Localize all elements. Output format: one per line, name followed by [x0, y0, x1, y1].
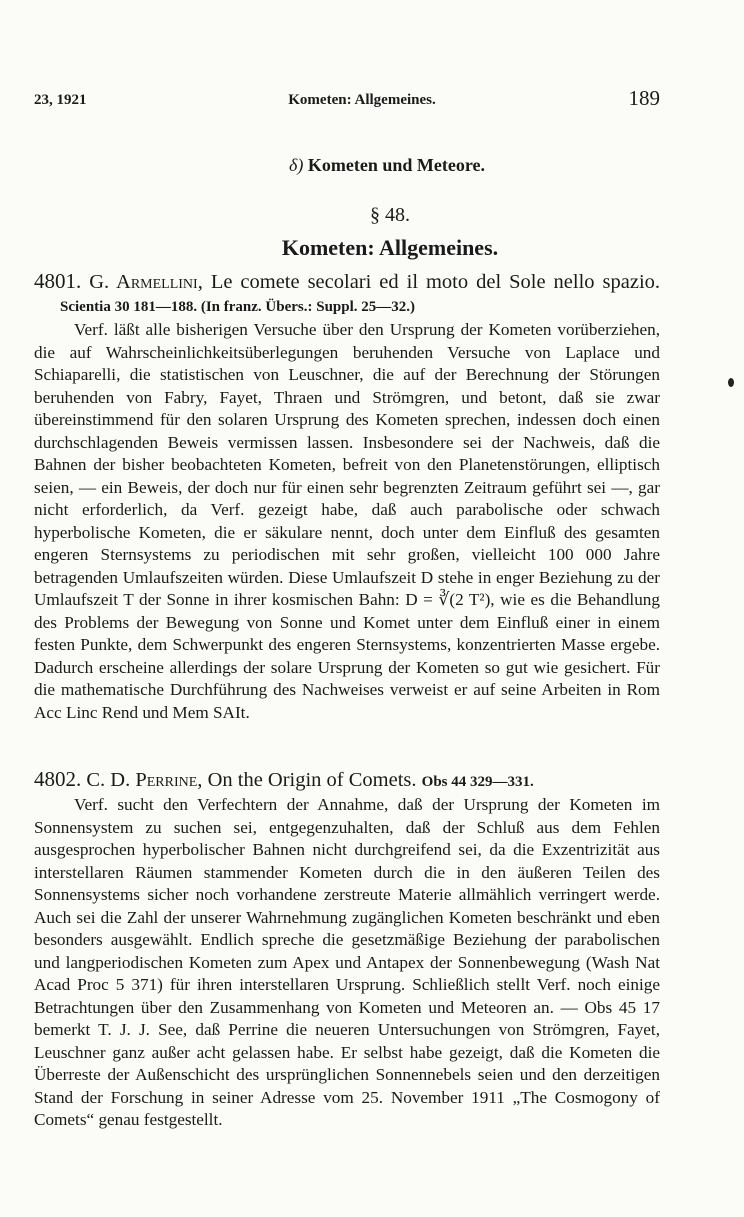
section-title: Kometen und Meteore. — [307, 155, 485, 175]
running-header — [34, 86, 660, 116]
entry-author: C. D. Perrine, — [86, 769, 203, 791]
entry-abstract: Verf. läßt alle bisherigen Versuche über den Ursprung der Kometen vorüberziehen, die auf Wahrscheinlichkeitsüberlegungen beruhenden Versuche von Laplace und Schiaparelli, die statistischen von Leuschner, die auf der Berechnung der Störungen beruhenden von Fabry, Fayet, Thraen und Strömgren, und betont, daß sie zwar übereinstimmend für den solaren Ursprung des Kometen sprechen, indessen doch einen durchschlagenden Beweis vermissen lassen. Insbesondere sei der Nachweis, daß die Bahnen der bisher beobachteten Kometen, befreit von den Planetenstörungen, elliptisch seien, — ein Beweis, der doch nur für einen sehr begrenzten Zeitraum geführt sei —, gar nicht erforderlich, da Verf. gezeigt habe, daß auch parabolische oder schwach hyperbolische Kometen, die er säkulare nennt, doch unter dem Einfluß des gesamten engeren Sternsystems zu periodischen mit sehr großen, vielleicht 100 000 Jahre betragenden Umlaufszeiten würden. Diese Umlaufszeit D stehe in enger Beziehung zu der Umlaufszeit T der Sonne in ihrer kosmischen Bahn: D = ∛(2 T²), wie es die Behandlung des Problems der Bewegung von Sonne und Komet unter dem Einfluß einer in einem festen Punkte, dem Schwerpunkt des engeren Sternsystems, konzentrierten Masse ergebe. Dadurch erscheine allerdings der solare Ursprung der Kometen so gut wie gesichert. Für die mathematische Durchführung des Nachweises verweist er auf seine Arbeiten in Rom Acc Linc Rend und Mem SAIt. — [34, 320, 660, 722]
margin-mark — [728, 378, 734, 387]
entry-source: Scientia 30 181—188. (In franz. Übers.: Suppl. 25—32.) — [60, 299, 416, 315]
entry-4802 — [34, 768, 660, 1132]
entry-citation — [34, 768, 660, 794]
entry-number: 4801. — [34, 269, 82, 293]
entry-abstract: Verf. sucht den Verfechtern der Annahme, daß der Ursprung der Kometen im Sonnensystem zu suchen sei, entgegenzuhalten, daß der Schluß aus dem Fehlen ausgesprochen hyperbolischer Bahnen nicht durchgreifend sei, da die Exzentrizität aus interstellaren Räumen stammender Kometen durch die in den äußeren Teilen des Sonnensystems sicher noch vorhandene zerstreute Materie allmählich verringert werde. Auch sei die Zahl der unserer Wahrnehmung zugänglichen Kometen beschränkt und eben besonders ausgewählt. Endlich spreche die gesetzmäßige Beziehung der parabolischen und langperiodischen Kometen zum Apex und Antapex der Sonnenbewegung (Wash Nat Acad Proc 5 371) für ihren interstellaren Ursprung. Schließlich stellt Verf. noch einige Betrachtungen über den Zusammenhang von Kometen und Meteoren an. — Obs 45 17 bemerkt T. J. J. See, daß Perrine die neueren Untersuchungen von Strömgren, Fayet, Leuschner ganz außer acht gelassen habe. Er selbst habe gezeigt, daß die Kometen die Überreste der Außenschicht des ursprünglichen Sonnennebels seien und den derzeitigen Stand der Forschung in seiner Adresse vom 25. November 1911 „The Cosmogony of Comets“ genau festgestellt. — [34, 795, 660, 1129]
paragraph-title: Kometen: Allgemeines. — [281, 235, 499, 260]
entry-number: 4802. — [34, 767, 82, 791]
entry-title: On the Origin of Comets. — [207, 769, 417, 791]
section-symbol: δ) — [288, 155, 304, 175]
entry-source: Obs 44 329—331. — [421, 774, 534, 790]
entry-title: Le comete secolari ed il moto del Sole nello spazio. — [210, 271, 661, 293]
entry-author: G. Armellini, — [89, 271, 203, 293]
header-volume-year: 23, 1921 — [34, 92, 87, 108]
page-number: 189 — [628, 86, 660, 110]
section-heading — [0, 155, 744, 176]
entry-4801 — [34, 270, 660, 724]
paragraph-number: § 48. — [370, 204, 410, 226]
entry-citation — [34, 270, 660, 319]
header-topic: Kometen: Allgemeines. — [288, 92, 436, 108]
